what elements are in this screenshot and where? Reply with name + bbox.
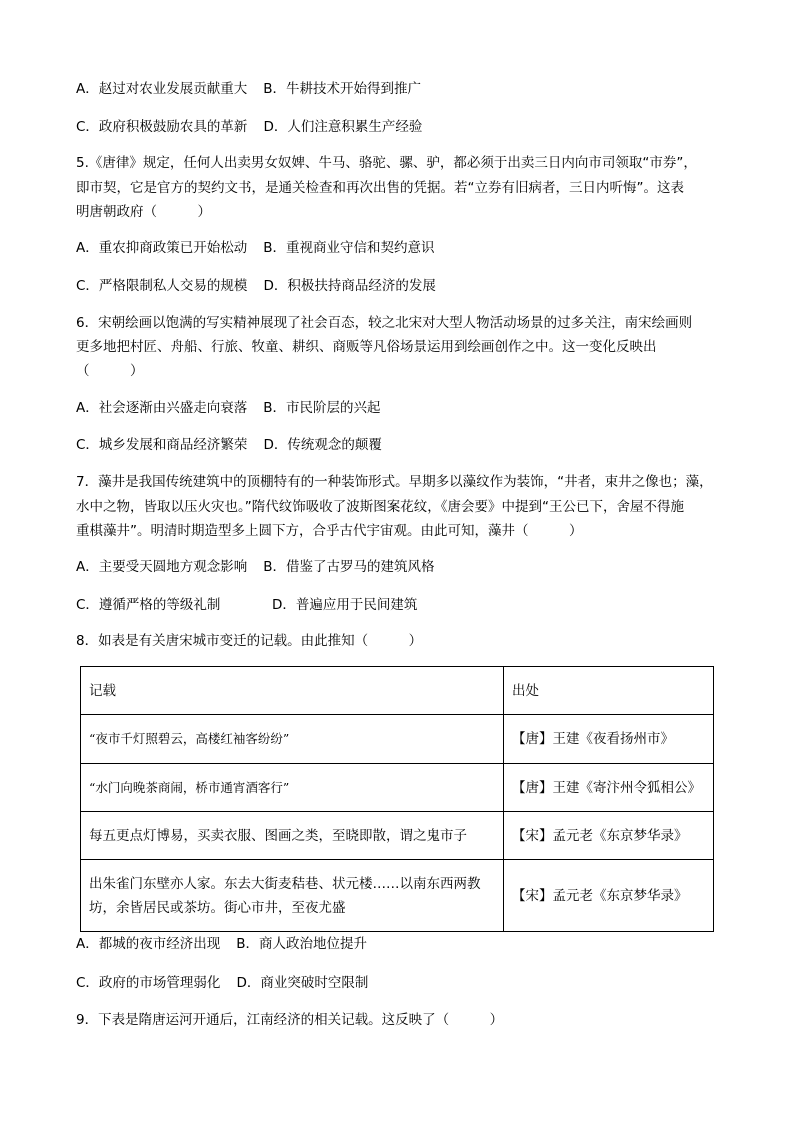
table-cell-record: “水门向晚茶商闹，桥市通宵酒客行” [81,764,504,812]
q6-option-a: A．社会逐渐由兴盛走向衰落 [76,400,248,416]
q5-option-c: C．严格限制私人交易的规模 [76,278,248,294]
q6-stem-line-2: 更多地把村匠、舟船、行旅、牧童、耕织、商贩等凡俗场景运用到绘画创作之中。这一变化反映出 [76,339,657,355]
q7-option-a: A．主要受天圆地方观念影响 [76,559,248,575]
q7-stem-line-2: 水中之物，皆取以压火灾也。”隋代纹饰吸收了波斯图案花纹，《唐会要》中提到“王公已下，舍屋不得施 [76,499,684,515]
table-header-source: 出处 [504,667,714,715]
table-row [81,764,714,812]
q6-options-row-2 [76,435,382,455]
q5-option-d: D．积极扶持商品经济的发展 [263,278,436,294]
table-header-row [81,667,714,715]
q4-options-row-1 [76,79,421,99]
q6-option-d: D．传统观念的颠覆 [263,437,382,453]
table-row [81,860,714,932]
q5-stem-line-2: 即市契，它是官方的契约文书，是通关检查和再次出售的凭据。若“立券有旧病者，三日内听悔”。这表 [76,180,684,196]
q8-options-row-2 [76,973,368,993]
q4-option-b: B．牛耕技术开始得到推广 [263,81,422,97]
q6-options-row-1 [76,398,381,418]
q4-options-row-2 [76,117,422,137]
table-header-record: 记载 [81,667,504,715]
q4-option-c: C．政府积极鼓励农具的革新 [76,119,248,135]
table-cell-record: 出朱雀门东壁亦人家。东去大街麦秸巷、状元楼……以南东西两教坊，余皆居民或茶坊。街心市井，至夜尤盛 [81,860,504,932]
q8-option-b: B．商人政治地位提升 [236,936,368,952]
q7-option-b: B．借鉴了古罗马的建筑风格 [263,559,435,575]
q6-option-b: B．市民阶层的兴起 [263,400,381,416]
q5-option-a: A．重农抑商政策已开始松动 [76,240,248,256]
q9-stem: 9．下表是隋唐运河开通后，江南经济的相关记载。这反映了（ ） [76,1012,504,1028]
q8-option-d: D．商业突破时空限制 [236,975,369,991]
q7-option-c: C．遵循严格的等级礼制 [76,597,221,613]
q4-option-a: A．赵过对农业发展贡献重大 [76,81,248,97]
q8-table [80,666,714,932]
q5-options-row-2 [76,276,436,296]
table-cell-source: 【宋】孟元老《东京梦华录》 [504,860,714,932]
q6-option-c: C．城乡发展和商品经济繁荣 [76,437,248,453]
q5-option-b: B．重视商业守信和契约意识 [263,240,435,256]
q7-stem-line-1: 7．藻井是我国传统建筑中的顶棚特有的一种装饰形式。早期多以藻纹作为装饰，“井者，束井之像也；藻， [76,474,713,490]
q7-option-d: D．普遍应用于民间建筑 [272,597,418,613]
q5-options-row-1 [76,238,435,258]
table-row [81,715,714,764]
q6-stem-line-1: 6．宋朝绘画以饱满的写实精神展现了社会百态，较之北宋对大型人物活动场景的过多关注，南宋绘画则 [76,315,693,331]
q6-stem-line-3: （ ） [76,363,144,379]
table-cell-source: 【唐】王建《夜看扬州市》 [504,715,714,764]
q7-options-row-1 [76,557,435,577]
q8-stem: 8．如表是有关唐宋城市变迁的记载。由此推知（ ） [76,633,423,649]
q8-options-row-1 [76,934,367,954]
q7-stem-line-3: 重棋藻井”。明清时期造型多上圆下方，合乎古代宇宙观。由此可知，藻井（ ） [76,523,583,539]
table-cell-source: 【宋】孟元老《东京梦华录》 [504,812,714,860]
table-row [81,812,714,860]
q5-stem-line-1: 5.《唐律》规定，任何人出卖男女奴婢、牛马、骆驼、骡、驴，都必须于出卖三日内向市司领取“市券”， [76,155,697,171]
table-cell-source: 【唐】王建《寄汴州令狐相公》 [504,764,714,812]
q8-option-c: C．政府的市场管理弱化 [76,975,221,991]
table-cell-record: 每五更点灯博易，买卖衣服、图画之类，至晓即散，谓之鬼市子 [81,812,504,860]
table-cell-record: “夜市千灯照碧云，高楼红袖客纷纷” [81,715,504,764]
q5-stem-line-3: 明唐朝政府（ ） [76,204,211,220]
q4-option-d: D．人们注意积累生产经验 [263,119,423,135]
q7-options-row-2 [76,595,417,615]
q8-option-a: A．都城的夜市经济出现 [76,936,221,952]
